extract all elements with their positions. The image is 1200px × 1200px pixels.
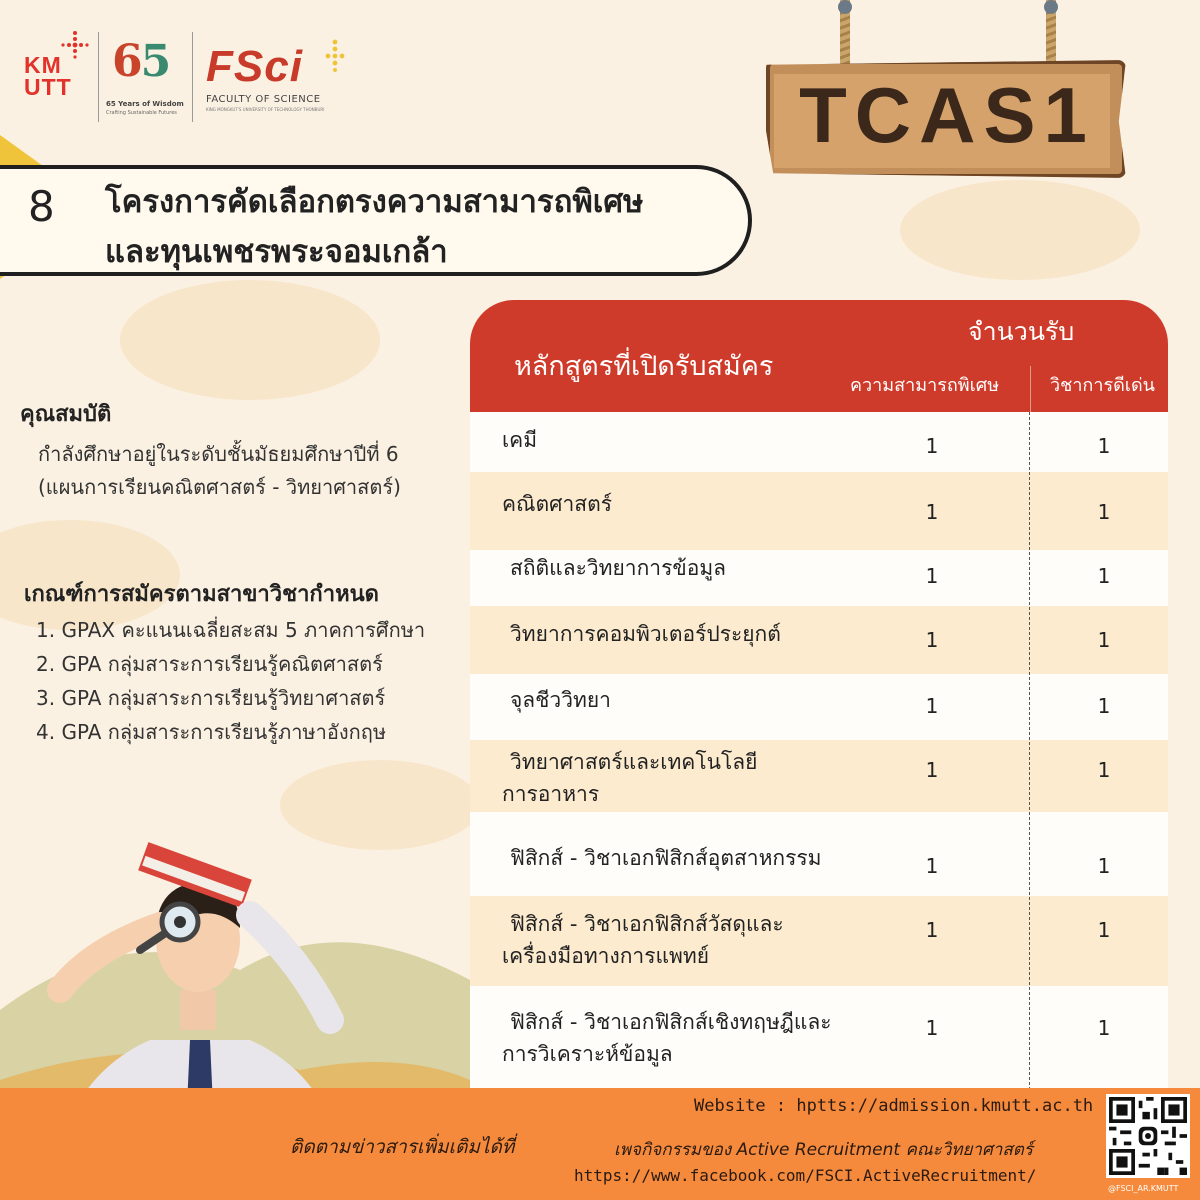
- logo-group: [20, 30, 360, 125]
- program-name: ฟิสิกส์ - วิชาเอกฟิสิกส์วัสดุและ: [510, 912, 784, 936]
- count-academic: 1: [1097, 628, 1111, 652]
- criteria-item: 3. GPA กลุ่มสาระการเรียนรู้วิทยาศาสตร์: [36, 686, 386, 710]
- program-name: ฟิสิกส์ - วิชาเอกฟิสิกส์อุตสาหกรรม: [510, 846, 822, 870]
- count-special: 1: [925, 854, 939, 878]
- criteria-item: 2. GPA กลุ่มสาระการเรียนรู้คณิตศาสตร์: [36, 652, 383, 676]
- criteria-heading: เกณฑ์การสมัครตามสาขาวิชากำหนด: [24, 582, 379, 607]
- kmutt-logo: KM UTT: [24, 52, 72, 100]
- table-row: [470, 412, 1168, 472]
- program-name: สถิติและวิทยาการข้อมูล: [510, 556, 727, 580]
- table-row: [470, 740, 1168, 812]
- count-special: 1: [925, 694, 939, 718]
- bg-cloud: [120, 280, 380, 400]
- count-academic: 1: [1097, 564, 1111, 588]
- fsci-logo: FSci: [206, 42, 303, 91]
- table-row: [470, 550, 1168, 606]
- count-special: 1: [925, 500, 939, 524]
- count-academic: 1: [1097, 918, 1111, 942]
- fsci-caption: FACULTY OF SCIENCE: [206, 94, 321, 105]
- page-title-line1: โครงการคัดเลือกตรงความสามารถพิเศษ: [105, 184, 644, 220]
- page-title-line2: และทุนเพชรพระจอมเกล้า: [105, 234, 448, 270]
- qualification-line: กำลังศึกษาอยู่ในระดับชั้นมัธยมศึกษาปีที่ 6: [38, 442, 399, 466]
- table-row: [470, 896, 1168, 986]
- count-special: 1: [925, 1016, 939, 1040]
- program-table: [470, 300, 1168, 1090]
- tcas-sign: [760, 0, 1130, 190]
- program-name: วิทยาการคอมพิวเตอร์ประยุกต์: [510, 622, 781, 646]
- header-program: หลักสูตรที่เปิดรับสมัคร: [514, 351, 774, 382]
- bg-cloud: [900, 180, 1140, 280]
- footer-page-text: เพจกิจกรรมของ Active Recruitment คณะวิทยาศาสตร์: [614, 1140, 1033, 1160]
- program-name: คณิตศาสตร์: [502, 492, 613, 516]
- count-academic: 1: [1097, 500, 1111, 524]
- header-count: จำนวนรับ: [968, 317, 1075, 346]
- anniversary-subcaption: Crafting Sustainable Futures: [106, 110, 177, 116]
- count-academic: 1: [1097, 758, 1111, 782]
- footer-website-link[interactable]: Website : hptts://admission.kmutt.ac.th: [694, 1096, 1094, 1116]
- count-special: 1: [925, 434, 939, 458]
- anniversary-logo: [112, 36, 169, 87]
- anniversary-digit-6: 6: [112, 36, 141, 87]
- footer-facebook-link[interactable]: https://www.facebook.com/FSCI.ActiveRecruitment/: [574, 1166, 1037, 1185]
- column-divider: [1029, 412, 1030, 1090]
- program-name: เคมี: [502, 428, 538, 452]
- anniversary-digit-5: 5: [140, 36, 170, 87]
- program-name-cont: การอาหาร: [502, 782, 600, 806]
- count-special: 1: [925, 758, 939, 782]
- logo-divider: [98, 32, 99, 122]
- sign-text: TCAS1: [799, 71, 1095, 159]
- program-name-cont: การวิเคราะห์ข้อมูล: [502, 1042, 673, 1066]
- anniversary-caption: 65 Years of Wisdom: [106, 100, 184, 108]
- header-divider: [1030, 366, 1031, 412]
- table-row: [470, 606, 1168, 674]
- header-col-academic: วิชาการดีเด่น: [1050, 375, 1155, 396]
- logo-divider: [192, 32, 193, 122]
- qualifications-heading: คุณสมบัติ: [20, 402, 112, 427]
- count-special: 1: [925, 918, 939, 942]
- qr-code-icon[interactable]: [1106, 1094, 1190, 1178]
- count-academic: 1: [1097, 854, 1111, 878]
- header-col-special: ความสามารถพิเศษ: [850, 375, 1000, 396]
- program-name: ฟิสิกส์ - วิชาเอกฟิสิกส์เชิงทฤษฎีและ: [510, 1010, 832, 1034]
- fsci-subcaption: KING MONGKUT'S UNIVERSITY OF TECHNOLOGY THONBURI: [206, 107, 325, 112]
- table-row: [470, 674, 1168, 740]
- section-number: 8: [28, 182, 55, 231]
- table-row: [470, 472, 1168, 550]
- criteria-item: 1. GPAX คะแนนเฉลี่ยสะสม 5 ภาคการศึกษา: [36, 618, 426, 642]
- program-name-cont: เครื่องมือทางการแพทย์: [502, 944, 710, 968]
- criteria-item: 4. GPA กลุ่มสาระการเรียนรู้ภาษาอังกฤษ: [36, 720, 387, 744]
- nail-icon: [838, 0, 852, 14]
- table-header: [470, 300, 1168, 412]
- program-name: จุลชีววิทยา: [510, 688, 611, 712]
- footer-follow-text: ติดตามข่าวสารเพิ่มเติมได้ที่: [290, 1136, 515, 1158]
- footer-handle: @FSCI_AR.KMUTT: [1108, 1184, 1179, 1193]
- qualification-line: (แผนการเรียนคณิตศาสตร์ - วิทยาศาสตร์): [38, 475, 401, 499]
- count-special: 1: [925, 564, 939, 588]
- nail-icon: [1044, 0, 1058, 14]
- table-row: [470, 986, 1168, 1090]
- table-row: [470, 812, 1168, 896]
- fsci-dots-icon: [320, 38, 350, 78]
- count-academic: 1: [1097, 694, 1111, 718]
- count-academic: 1: [1097, 434, 1111, 458]
- count-special: 1: [925, 628, 939, 652]
- program-name: วิทยาศาสตร์และเทคโนโลยี: [510, 750, 758, 774]
- count-academic: 1: [1097, 1016, 1111, 1040]
